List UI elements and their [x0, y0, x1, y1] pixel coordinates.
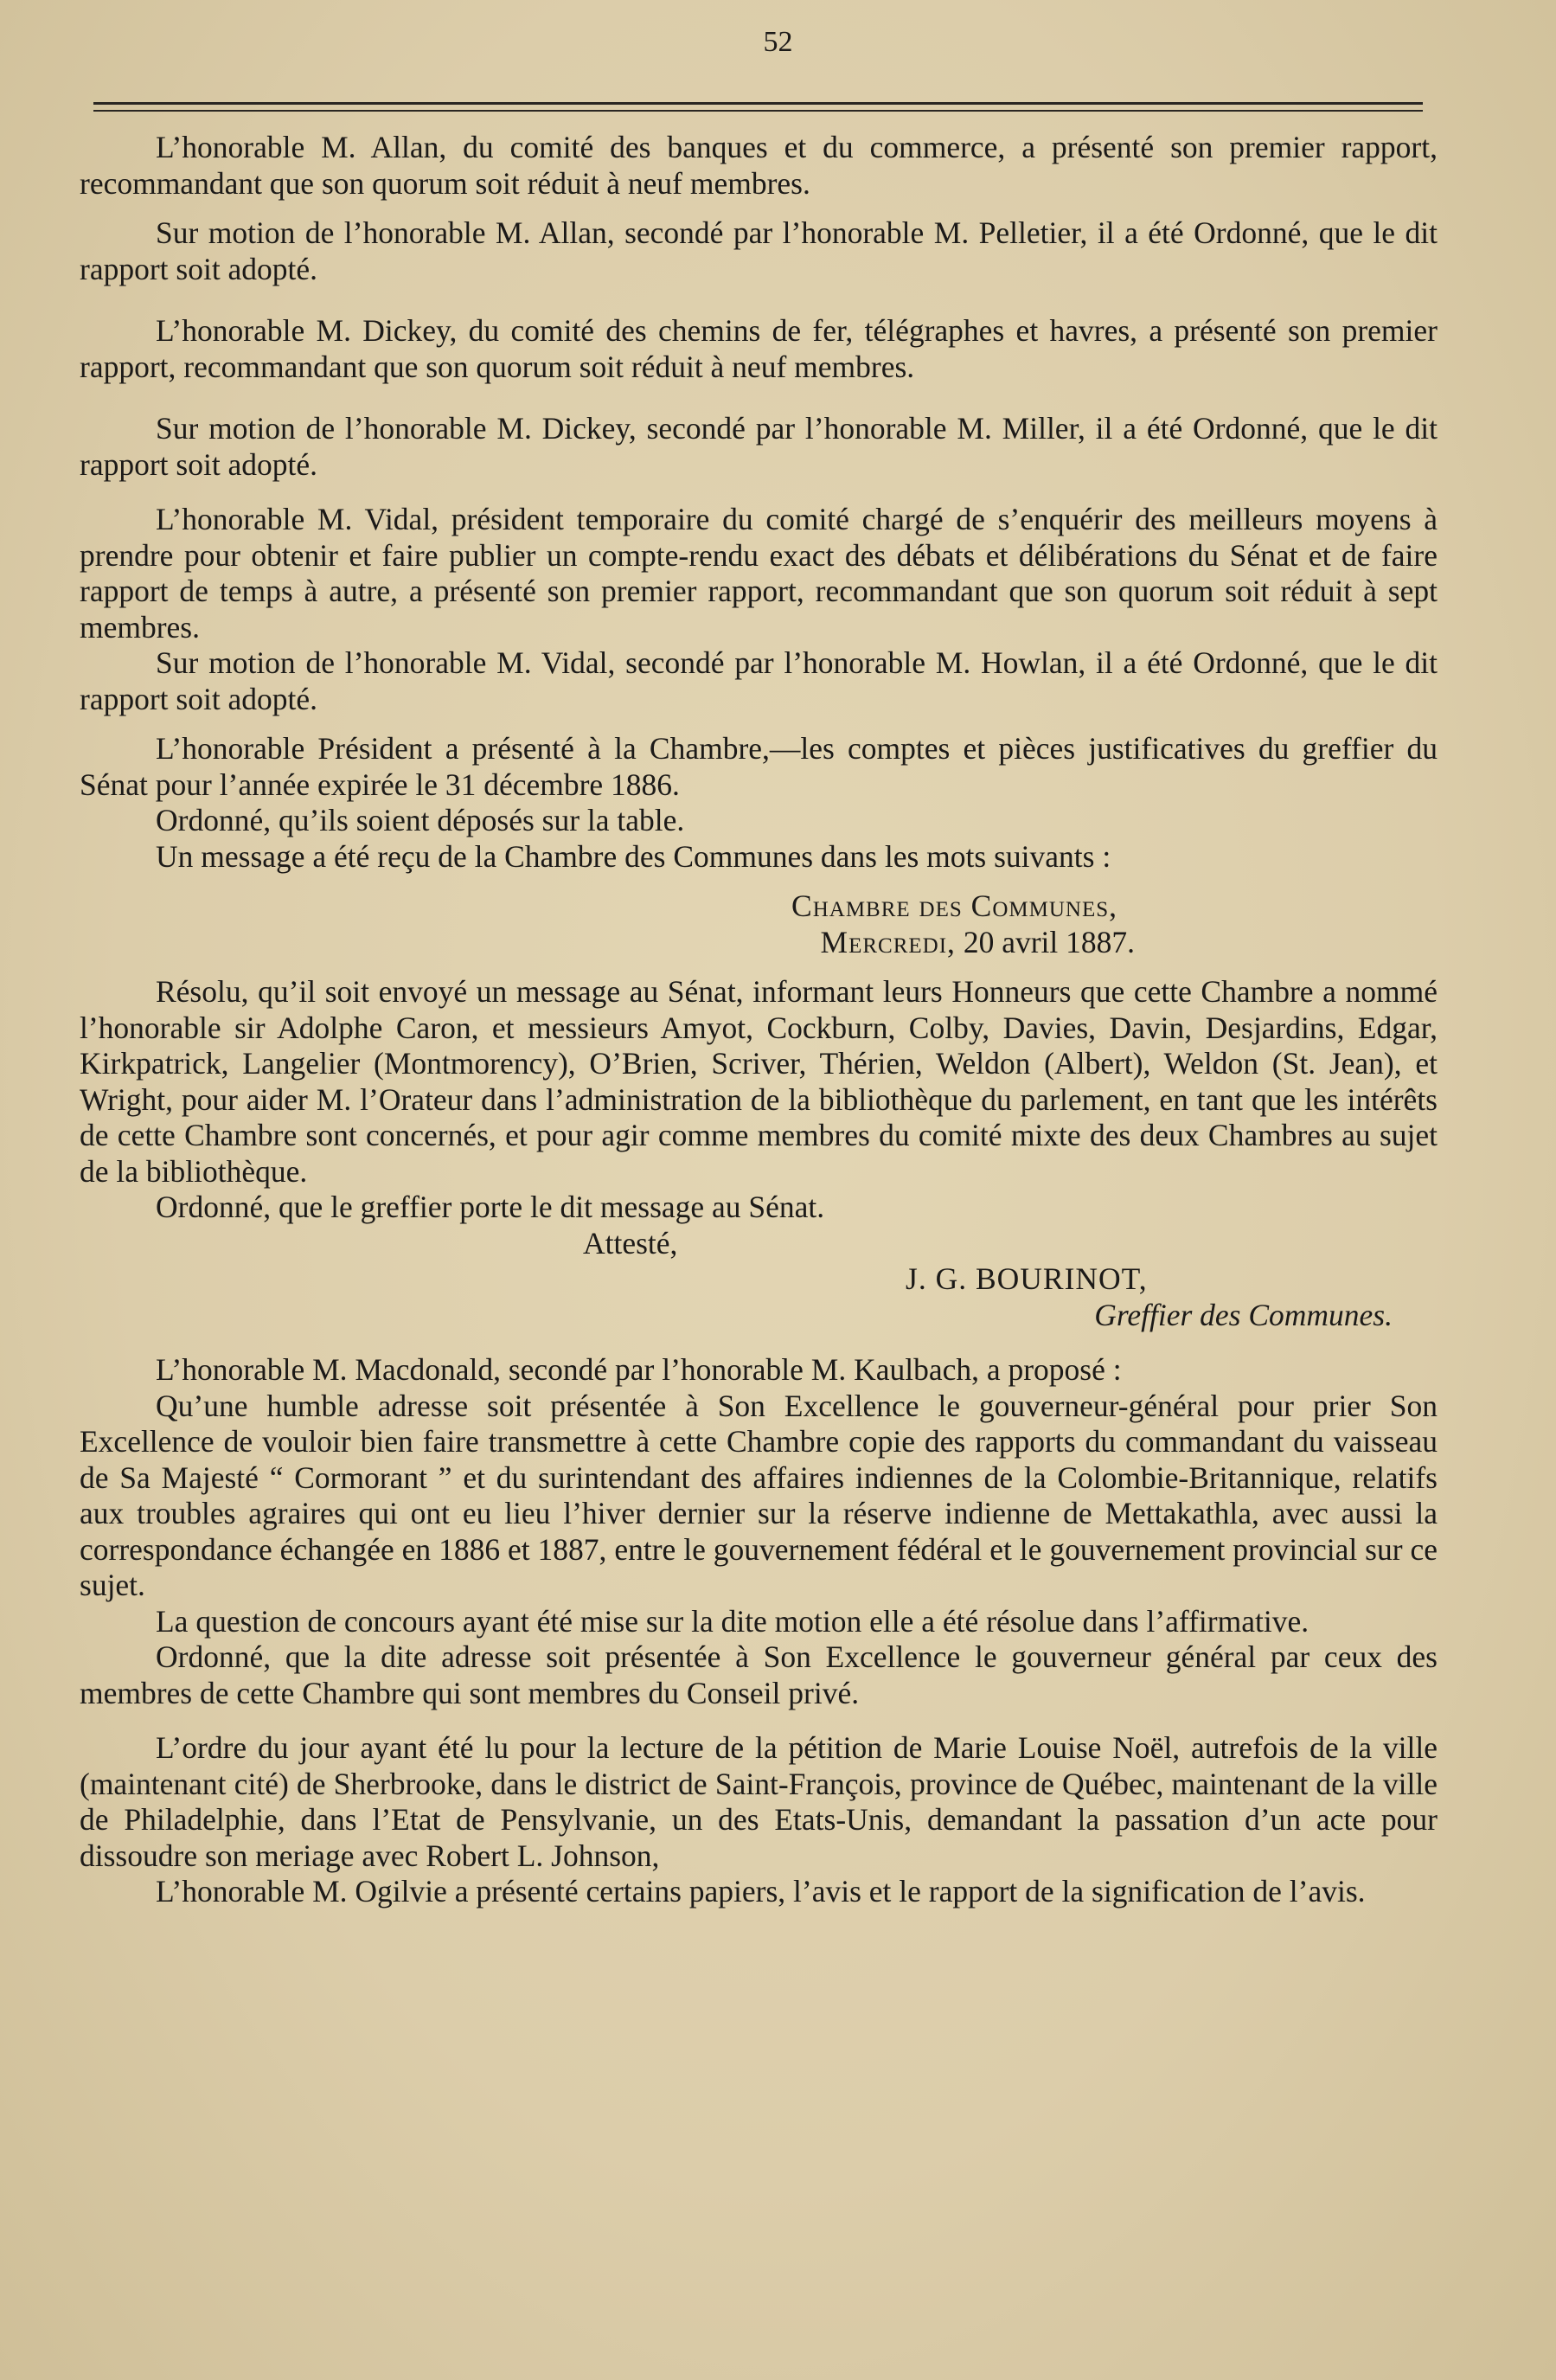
paragraph-dickey-report: L’honorable M. Dickey, du comité des chemins de fer, télégraphes et havres, a présenté son premier rapport, recommandant que son quorum soit réduit à neuf membres. — [80, 313, 1438, 384]
header-rule-thin — [93, 110, 1423, 112]
paragraph-vidal-motion: Sur motion de l’honorable M. Vidal, secondé par l’honorable M. Howlan, il a été Ordonné, que le dit rapport soit adopté. — [80, 645, 1438, 716]
page-body — [80, 130, 1438, 1910]
message-header-date-text: 20 avril 1887. — [963, 924, 1135, 959]
header-rule — [93, 102, 1423, 105]
message-header-house: Chambre des Communes, — [791, 888, 1117, 923]
paragraph-macdonald-motion: L’honorable M. Macdonald, secondé par l’honorable M. Kaulbach, a proposé : — [156, 1352, 1122, 1387]
paragraph-address-ordered: Ordonné, que la dite adresse soit présentée à Son Excellence le gouverneur général par ceux des membres de cette Chambre qui sont membres du Conseil privé. — [80, 1639, 1438, 1710]
paragraph-question-concurrence: La question de concours ayant été mise sur la dite motion elle a été résolue dans l’affirmative. — [156, 1603, 1309, 1639]
message-resolution: Résolu, qu’il soit envoyé un message au Sénat, informant leurs Honneurs que cette Chambre a nommé l’honorable sir Adolphe Caron, et messieurs Amyot, Cockburn, Colby, Davies, Davin, Desjardins, Edgar, Kirkpatrick, Langelier (Montmorency), O’Brien, Scriver, Thérien, Weldon (Albert), Weldon (St. Jean), et Wright, pour aider M. l’Orateur dans l’administration de la bibliothèque du parlement, en tant que les intérêts de cette Chambre sont concernés, et pour agir comme membres du comité mixte des deux Chambres au sujet de la bibliothèque. — [80, 974, 1438, 1189]
paragraph-president-accounts: L’honorable Président a présenté à la Chambre,—les comptes et pièces justificatives du greffier du Sénat pour l’année expirée le 31 décembre 1886. — [80, 731, 1438, 802]
paragraph-allan-report: L’honorable M. Allan, du comité des banques et du commerce, a présenté son premier rapport, recommandant que son quorum soit réduit à neuf membres. — [80, 130, 1438, 201]
message-attest: Attesté, — [583, 1225, 678, 1261]
paragraph-dickey-motion: Sur motion de l’honorable M. Dickey, secondé par l’honorable M. Miller, il a été Ordonné, que le dit rapport soit adopté. — [80, 411, 1438, 482]
paragraph-allan-motion: Sur motion de l’honorable M. Allan, secondé par l’honorable M. Pelletier, il a été Ordonné, que le dit rapport soit adopté. — [80, 215, 1438, 286]
paragraph-message-received: Un message a été reçu de la Chambre des Communes dans les mots suivants : — [156, 838, 1111, 874]
paragraph-ordered-table: Ordonné, qu’ils soient déposés sur la table. — [156, 803, 685, 837]
message-order: Ordonné, que le greffier porte le dit message au Sénat. — [156, 1190, 825, 1224]
paragraph-ogilvie-papers: L’honorable M. Ogilvie a présenté certains papiers, l’avis et le rapport de la signification de l’avis. — [156, 1874, 1366, 1908]
message-signature: J. G. BOURINOT, — [906, 1261, 1148, 1296]
message-signature-title: Greffier des Communes. — [1094, 1297, 1393, 1332]
message-header-date — [80, 925, 1438, 961]
paragraph-vidal-report: L’honorable M. Vidal, président temporaire du comité chargé de s’enquérir des meilleurs moyens à prendre pour obtenir et faire publier un compte-rendu exact des débats et délibérations du Sénat et de faire rapport de temps à autre, a présenté son premier rapport, recommandant que son quorum soit réduit à sept membres. — [80, 502, 1438, 645]
paragraph-petition-noel: L’ordre du jour ayant été lu pour la lecture de la pétition de Marie Louise Noël, autrefois de la ville (maintenant cité) de Sherbrooke, dans le district de Saint-François, province de Québec, maintenant de la ville de Philadelphie, dans l’Etat de Pensylvanie, un des Etats-Unis, demandant la passation d’un acte pour dissoudre son meriage avec Robert L. Johnson, — [80, 1730, 1438, 1873]
page-number: 52 — [763, 26, 793, 58]
paragraph-humble-address: Qu’une humble adresse soit présentée à Son Excellence le gouverneur-général pour prier Son Excellence de vouloir bien faire transmettre à cette Chambre copie des rapports du commandant du vaisseau de Sa Majesté “ Cormorant ” et du surintendant des affaires indiennes de la Colombie-Britannique, relatifs aux troubles agraires qui ont eu lieu l’hiver dernier sur la réserve indienne de Mettakathla, avec aussi la correspondance échangée en 1886 et 1887, entre le gouvernement fédéral et le gouvernement provincial sur ce sujet. — [80, 1388, 1438, 1602]
message-header-day: Mercredi, — [820, 924, 956, 959]
